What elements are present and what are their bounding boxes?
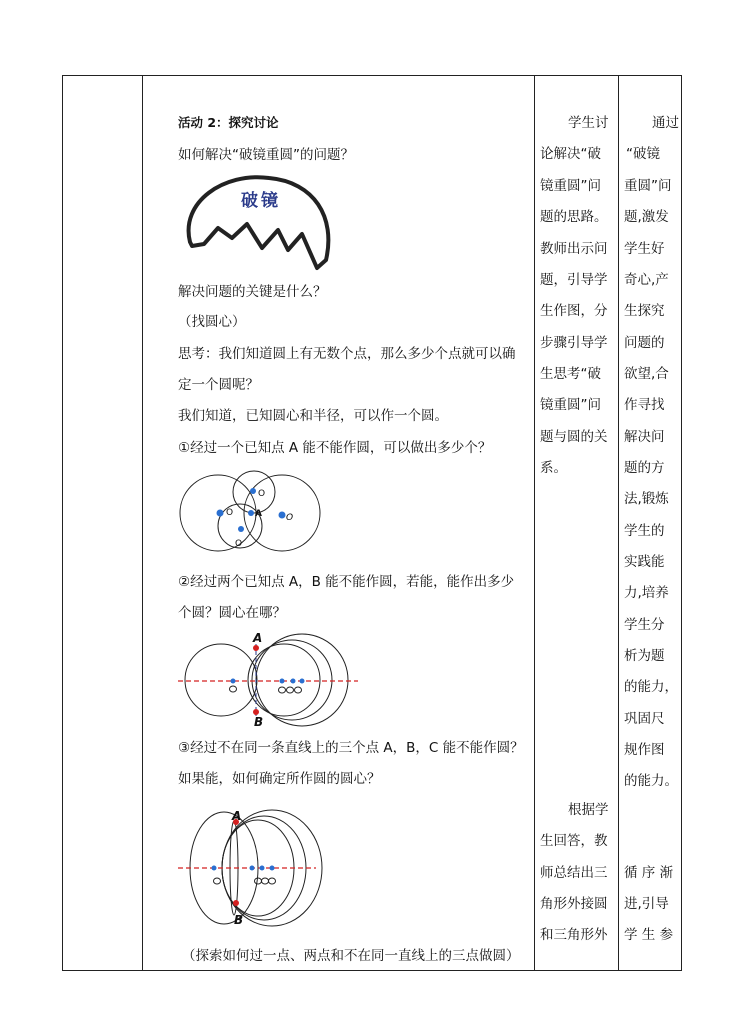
fig2-label-b: B [254,715,264,729]
teacher-text-line: 步骤引导学 [540,335,608,351]
key-answer: （找圆心） [178,314,246,330]
purpose-text-line: 实践能 [624,554,665,570]
fig1-point-label: A [255,509,262,519]
question-3-line-1: ③经过不在同一条直线上的三个点 A，B，C 能不能作圆？ [178,740,524,756]
fig1-center-label: O [258,489,266,499]
purpose-text-line: 的能力， [624,679,678,695]
purpose-text-line: 题,激发 [624,209,669,225]
column-divider-3 [618,75,619,971]
footer-note: （探索如何过一点、两点和不在同一直线上的三点做圆） [182,948,520,964]
teacher-text-line: 根据学 [568,802,609,818]
purpose-text-line: 循 序 渐 [624,865,674,881]
think-line-2: 定一个圆呢？ [178,377,259,393]
mirror-text: 破镜 [241,191,281,211]
teacher-text-line: 题与圆的关 [540,429,608,445]
purpose-text-line: 巩固尺 [624,711,665,727]
purpose-text-line: 法,锻炼 [624,491,669,507]
teacher-text-line: 生思考“破 [540,366,601,382]
purpose-text-line: 通过 [652,115,679,131]
column-divider-2 [534,75,535,971]
purpose-text-line: 学生的 [624,523,665,539]
fig1-center-label: O [235,539,243,549]
figure-one-point-circles [176,468,326,553]
figure-three-point-circles [176,808,326,933]
purpose-text-line: 学生分 [624,617,665,633]
teacher-text-line: 镜重圆”问 [540,178,601,194]
purpose-text-line: 规作图 [624,742,665,758]
purpose-text-line: 重圆”问 [624,178,672,194]
question-3-line-2: 如果能，如何确定所作圆的圆心？ [178,771,381,787]
question-text: 如何解决“破镜重圆”的问题？ [178,147,354,163]
teacher-text-line: 角形外接圆 [540,896,608,912]
activity-heading: 活动 2：探究讨论 [178,115,279,130]
key-question: 解决问题的关键是什么？ [178,284,327,300]
purpose-text-line: 奇心,产 [624,272,669,288]
teacher-text-line: 论解决“破 [540,146,601,162]
purpose-text-line: 生探究 [624,303,665,319]
question-2-line-1: ②经过两个已知点 A，B 能不能作圆，若能，能作出多少 [178,574,515,590]
purpose-text-line: 学生好 [624,241,665,257]
teacher-text-line: 题的思路。 [540,209,608,225]
purpose-text-line: 析为题 [624,648,665,664]
fig3-label-a: A [232,809,242,823]
teacher-text-line: 和三角形外 [540,927,608,943]
purpose-text-line: 的能力。 [624,773,678,789]
column-divider-1 [142,75,143,971]
purpose-text-line: 问题的 [624,335,665,351]
teacher-text-line: 系。 [540,460,567,476]
purpose-text-line: 解决问 [624,429,665,445]
figure-two-point-circles [176,628,366,728]
fig2-label-a: A [253,631,263,645]
purpose-text-line: 学 生 参 [624,927,674,943]
purpose-text-line: 题的方 [624,460,665,476]
teacher-text-line: 学生讨 [568,115,609,131]
purpose-text-line: 欲望,合 [624,366,669,382]
question-1: ①经过一个已知点 A 能不能作圆，可以做出多少个？ [178,440,492,456]
teacher-text-line: 师总结出三 [540,865,608,881]
teacher-text-line: 生作图，分 [540,303,608,319]
think-line-1: 思考：我们知道圆上有无数个点，那么多少个点就可以确 [178,346,516,362]
fig3-label-b: B [234,913,244,927]
purpose-text-line: 进,引导 [624,896,669,912]
teacher-text-line: 镜重圆”问 [540,397,601,413]
broken-mirror-figure [184,172,334,272]
teacher-text-line: 题，引导学 [540,272,608,288]
purpose-text-line: “破镜 [626,146,660,162]
purpose-text-line: 作寻找 [624,397,665,413]
fig1-center-label: O [286,513,294,523]
purpose-text-line: 力,培养 [624,585,669,601]
teacher-text-line: 教师出示问 [540,241,608,257]
question-2-line-2: 个圆？圆心在哪？ [178,605,286,621]
fig1-center-label: O [226,508,234,518]
teacher-text-line: 生回答，教 [540,833,608,849]
known-text: 我们知道，已知圆心和半径，可以作一个圆。 [178,408,448,424]
